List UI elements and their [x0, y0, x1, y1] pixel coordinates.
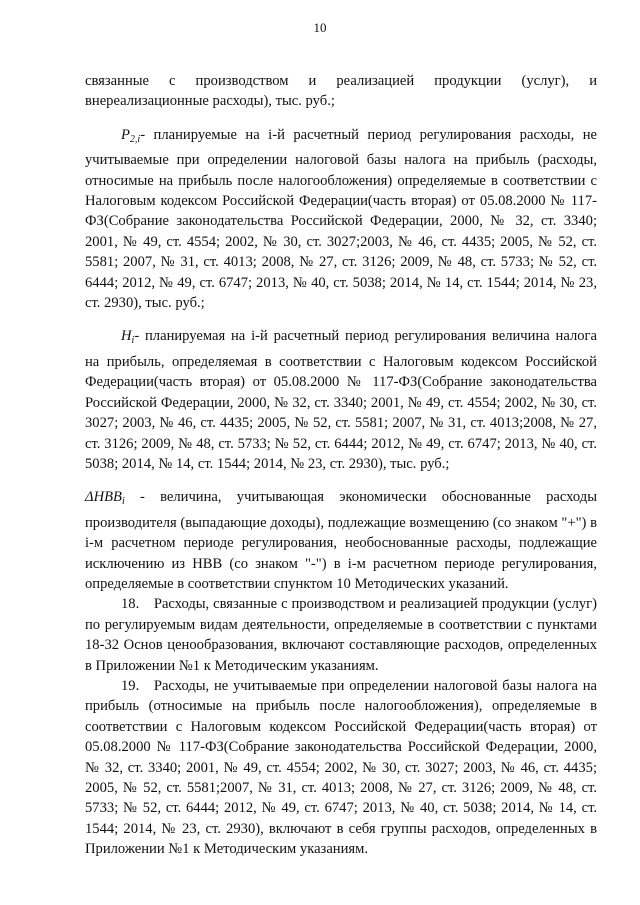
symbol-delta-nvv-subscript: i [121, 496, 125, 508]
symbol-p: P [121, 126, 130, 143]
symbol-h-subscript: i [131, 335, 135, 347]
page-number: 10 [313, 20, 327, 35]
paragraph-item-18: 18. Расходы, связанные с производством и реализацией продукции (услуг) по регулируемым видам деятельности, определяемые в соответствии с пунктами 18-32 Основ ценообразования, включают составляющие расходов, определенных в Приложении №1 к Методическим указаниям. [85, 596, 597, 674]
symbol-h: H [121, 328, 132, 345]
paragraph-continuation: связанные с производством и реализацией продукции (услуг), и внереализационные расходы), тыс. руб.; [85, 73, 597, 110]
paragraph-delta-nvv-definition [85, 487, 597, 594]
document-body [85, 71, 597, 860]
paragraph-hi-definition [85, 326, 597, 474]
symbol-p-subscript: 2,i [129, 133, 141, 145]
paragraph-p2i-definition [85, 125, 597, 314]
paragraph-item-19: 19. Расходы, не учитываемые при определении налоговой базы налога на прибыль (относимые на прибыль после налогообложения), определяемые в соответствии с Налоговым кодексом Российской Федерации(часть вторая) от 05.08.2000 № 117-ФЗ(Собрание законодательства Российской Федерации, 2000, № 32, ст. 3340; 2001, № 49, ст. 4554; 2002, № 30, ст. 3027; 2003, № 46, ст. 4435; 2005, № 52, ст. 5581;2007, № 31, ст. 4013; 2008, № 27, ст. 3126; 2009, № 48, ст. 5733; № 52, ст. 6444; 2012, № 49, ст. 6747; 2013, № 40, ст. 5038; 2014, № 14, ст. 1544; 2014, № 23, ст. 2930), включают в себя группы расходов, определенных в Приложении №1 к Методическим указаниям. [85, 677, 597, 858]
paragraph-hi-text: - планируемая на i-й расчетный период регулирования величина налога на прибыль, определяемая в соответствии с Налоговым кодексом Российской Федерации(часть вторая) от 05.08.2000 № 117-ФЗ(Собрание законодательства Российской Федерации, 2000, № 32, ст. 3340; 2001, № 49, ст. 4554; 2002, № 30, ст. 3027; 2003, № 46, ст. 4435; 2005, № 52, ст. 5581; 2007, № 31, ст. 4013;2008, № 27, ст. 3126; 2009, № 48, ст. 5733; № 52, ст. 6444; 2012, № 49, ст. 6747; 2013, № 40, ст. 5038; 2014, № 14, ст. 1544; 2014, № 23, ст. 2930), тыс. руб.; [85, 328, 597, 472]
paragraph-delta-nvv-text: - величина, учитывающая экономически обоснованные расходы производителя (выпадающие доходы), подлежащие возмещению (со знаком "+") в i-м расчетном периоде регулирования, необоснованные расходы, подлежащие исключению из НВВ (со знаком "-") в i-м расчетном периоде регулирования, определяемые в соответствии спунктом 10 Методических указаний. [85, 489, 597, 592]
symbol-delta-nvv: ΔHBB [85, 489, 122, 506]
paragraph-p2i-text: - планируемые на i-й расчетный период регулирования расходы, не учитываемые при определении налоговой базы налога на прибыль (расходы, относимые на прибыль после налогообложения) определяемые в соответствии с Налоговым кодексом Российской Федерации(часть вторая) от 05.08.2000 № 117-ФЗ(Собрание законодательства Российской Федерации, 2000, № 32, ст. 3340; 2001, № 49, ст. 4554; 2002, № 30, ст. 3027;2003, № 46, ст. 4435; 2005, № 52, ст. 5581; 2007, № 31, ст. 4013; 2008, № 27, ст. 3126; 2009, № 48, ст. 5733; № 52, ст. 6444; 2012, № 49, ст. 6747; 2013, № 40, ст. 5038; 2014, № 14, ст. 1544; 2014, № 23, ст. 2930), тыс. руб.; [85, 126, 597, 312]
